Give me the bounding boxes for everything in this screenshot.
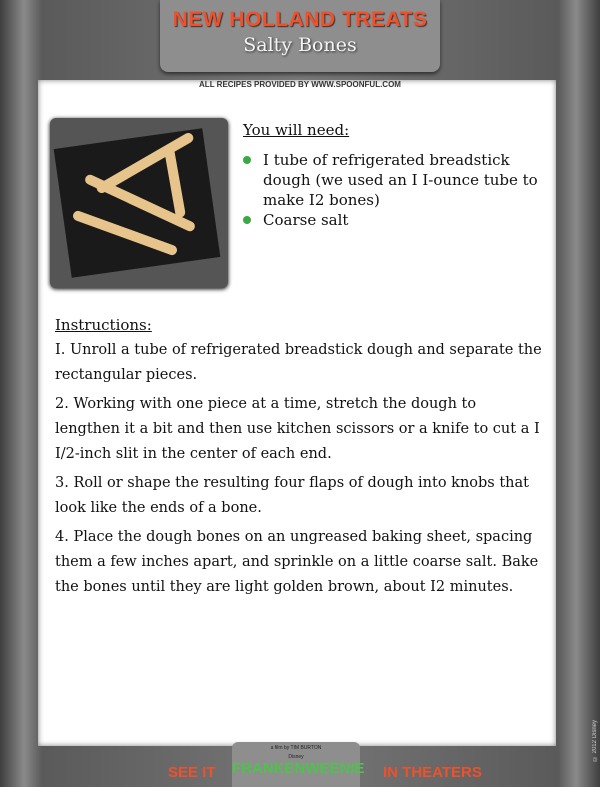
instructions-section — [55, 313, 545, 604]
ingredients-heading: You will need: — [243, 121, 350, 139]
ingredient-item: Coarse salt — [243, 210, 543, 230]
ingredients-section — [243, 120, 543, 230]
instruction-step: I. Unroll a tube of refrigerated breadstick dough and separate the rectangular pieces. — [55, 342, 542, 383]
in-theaters-text: IN THEATERS — [383, 764, 482, 781]
see-it-text: SEE IT — [168, 764, 216, 781]
instruction-step: 2. Working with one piece at a time, stretch the dough to lengthen it a bit and then use kitchen scissors or a knife to cut a I I/2-inch slit in the center of each end. — [55, 396, 540, 462]
instruction-step: 3. Roll or shape the resulting four flaps of dough into knobs that look like the ends of a bone. — [55, 475, 529, 516]
recipe-title: Salty Bones — [243, 34, 357, 56]
recipe-credit: ALL RECIPES PROVIDED BY WWW.SPOONFUL.COM — [199, 80, 401, 89]
instructions-heading: Instructions: — [55, 316, 152, 334]
frankenweenie-logo: a film by TIM BURTON Disney FRANKENWEENIE — [232, 742, 360, 787]
recipe-photo — [50, 118, 228, 288]
title-plaque — [160, 0, 440, 72]
brand-title: NEW HOLLAND TREATS — [172, 8, 428, 31]
copyright: © 2012 Disney — [592, 720, 598, 762]
footer-banner — [0, 745, 600, 787]
instruction-step: 4. Place the dough bones on an ungreased baking sheet, spacing them a few inches apart, and sprinkle on a little coarse salt. Bake the bones until they are light golden brown, about I2 minutes. — [55, 529, 539, 595]
ingredient-item: I tube of refrigerated breadstick dough (we used an I I-ounce tube to make I2 bones) — [243, 150, 543, 210]
